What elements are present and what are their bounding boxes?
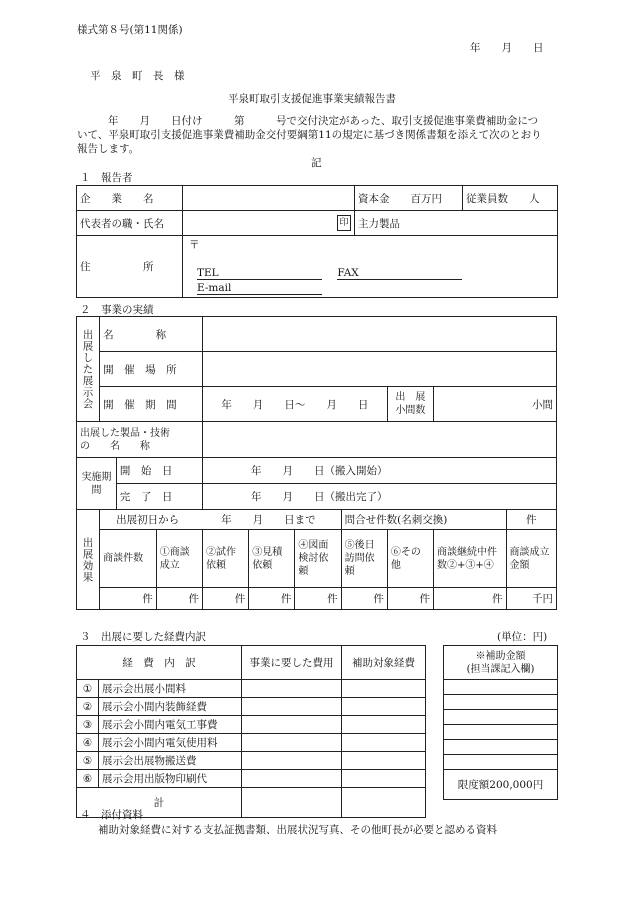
expense-row-cost [242,680,342,698]
expense-row-label: 展示会小間内電気使用料 [99,734,242,752]
col2-unit: 件 [203,588,249,610]
col5-unit: 件 [341,588,387,610]
postal-mark: 〒 [189,239,200,251]
first-day-label: 出展初日から 年 月 日まで [100,510,342,530]
capital-label: 資本金 百万円 [355,186,463,211]
success-amount-label: 商談成立金額 [506,530,557,588]
start-value: 年 月 日（搬入開始） [203,458,557,484]
subsidy-row [444,695,558,710]
col-cost-header: 事業に要した費用 [242,646,342,680]
section1-heading: １ 報告者 [80,172,133,184]
tel-label: TEL [197,267,322,280]
email-label: E-mail [197,282,322,295]
expense-row-cost [242,752,342,770]
addressee: 平 泉 町 長 様 [90,70,185,82]
subsidy-row-cell [444,740,558,755]
expense-row [77,698,426,716]
address-label: 住 所 [77,236,183,298]
subsidy-row [444,725,558,740]
unit-label: (単位：円) [497,631,548,643]
start-label: 開 始 日 [116,458,202,484]
expense-row-cost [242,770,342,788]
limit-label: 限度額200,000円 [444,770,558,800]
name-label: 名 称 [100,317,203,352]
period-label: 開 催 期 間 [100,387,203,422]
total-label: 計 [77,788,242,818]
subsidy-row-cell [444,725,558,740]
col1-unit: 件 [156,588,202,610]
employees-label: 従業員数 人 [463,186,558,211]
company-value [183,186,355,211]
col-item-header: 経 費 内 訳 [77,646,242,680]
expense-row-label: 展示会小間内装飾経費 [99,698,242,716]
expense-row-cost [242,698,342,716]
document-title: 平泉町取引支援促進事業実績報告書 [228,93,396,105]
expense-row-cost [242,716,342,734]
expense-row-number: ① [77,680,99,698]
expense-row-eligible [342,752,426,770]
expense-row [77,716,426,734]
col4-unit: 件 [295,588,341,610]
subsidy-header: ※補助金額 (担当課記入欄) [444,646,558,680]
ki-label: 記 [311,157,322,169]
address-value [183,236,558,298]
subsidy-table [443,645,558,800]
expense-row-label: 展示会用出版物印刷代 [99,770,242,788]
section2-heading: ２ 事業の実績 [80,304,154,316]
subsidy-row [444,755,558,770]
expense-row [77,680,426,698]
continuing-label: 商談継続中件数②+③+④ [434,530,506,588]
main-products-label: 主力製品 [355,211,558,236]
neg-count-unit: 件 [100,588,157,610]
expense-row-number: ④ [77,734,99,752]
expense-row-number: ③ [77,716,99,734]
col6-label: ⑥その他 [387,530,433,588]
col6-unit: 件 [387,588,433,610]
expense-row [77,752,426,770]
expense-row-eligible [342,698,426,716]
booths-value: 小間 [434,387,557,422]
subsidy-row-cell [444,695,558,710]
effect-label: 出展効果 [77,510,100,610]
section4-heading: ４ 添付資料 [80,809,143,821]
expense-row-eligible [342,680,426,698]
expense-row-eligible [342,716,426,734]
expense-table [76,645,426,818]
expense-row-label: 展示会小間内電気工事費 [99,716,242,734]
intro-line-3: 報告します。 [77,143,140,155]
expense-row-number: ② [77,698,99,716]
intro-line-2: いて、平泉町取引支援促進事業費補助金交付要綱第11の規定に基づき関係書類を添えて次のとおり [77,129,542,141]
venue-label: 開 催 場 所 [100,352,203,387]
venue-value [203,352,557,387]
end-label: 完 了 日 [116,484,202,510]
neg-count-label: 商談件数 [100,530,157,588]
seal-icon: 印 [337,215,351,231]
products-value [203,422,557,458]
subsidy-row [444,680,558,695]
inquiries-unit: 件 [506,510,557,530]
rep-label: 代表者の職・氏名 [77,211,183,236]
expense-row [77,734,426,752]
subsidy-row [444,710,558,725]
date-line: 年 月 日 [470,42,544,54]
expense-row-cost [242,734,342,752]
attachments-text: 補助対象経費に対する支払証拠書類、出展状況写真、その他町長が必要と認める資料 [98,824,497,836]
col3-label: ③見積依頼 [249,530,295,588]
company-label: 企 業 名 [77,186,183,211]
expense-row-number: ⑥ [77,770,99,788]
end-value: 年 月 日（搬出完了） [203,484,557,510]
subsidy-row-cell [444,680,558,695]
exhibition-label: 出展した展示会 [77,317,100,422]
expense-row-number: ⑤ [77,752,99,770]
col1-label: ①商談成立 [156,530,202,588]
inquiries-label: 問合せ件数(名刺交換) [341,510,506,530]
col2-label: ②試作依頼 [203,530,249,588]
section3-heading: ３ 出展に要した経費内訳 [80,631,206,643]
total-eligible [342,788,426,818]
col-eligible-header: 補助対象経費 [342,646,426,680]
subsidy-row [444,740,558,755]
expense-row [77,770,426,788]
success-amount-unit: 千円 [506,588,557,610]
impl-period-label: 実施期間 [77,458,117,510]
expense-row-label: 展示会出展小間料 [99,680,242,698]
period-value: 年 月 日～ 月 日 [203,387,388,422]
fax-label: FAX [337,267,462,280]
subsidy-row-cell [444,755,558,770]
name-value [203,317,557,352]
booths-label: 出 展 小間数 [387,387,433,422]
intro-line-1: 年 月 日付け 第 号で交付決定があった、取引支援促進事業費補助金につ [108,115,539,127]
expense-row-eligible [342,734,426,752]
continuing-unit: 件 [434,588,506,610]
reporter-table [76,185,558,298]
exhibition-table [76,316,557,610]
expense-row-label: 展示会出展物搬送費 [99,752,242,770]
rep-value [183,211,355,236]
expense-row-eligible [342,770,426,788]
form-number: 様式第８号(第11関係) [77,24,183,36]
col5-label: ⑤後日訪問依頼 [341,530,387,588]
col3-unit: 件 [249,588,295,610]
total-cost [242,788,342,818]
subsidy-row-cell [444,710,558,725]
products-label: 出展した製品・技術 の 名 称 [77,422,203,458]
col4-label: ④図面検討依頼 [295,530,341,588]
